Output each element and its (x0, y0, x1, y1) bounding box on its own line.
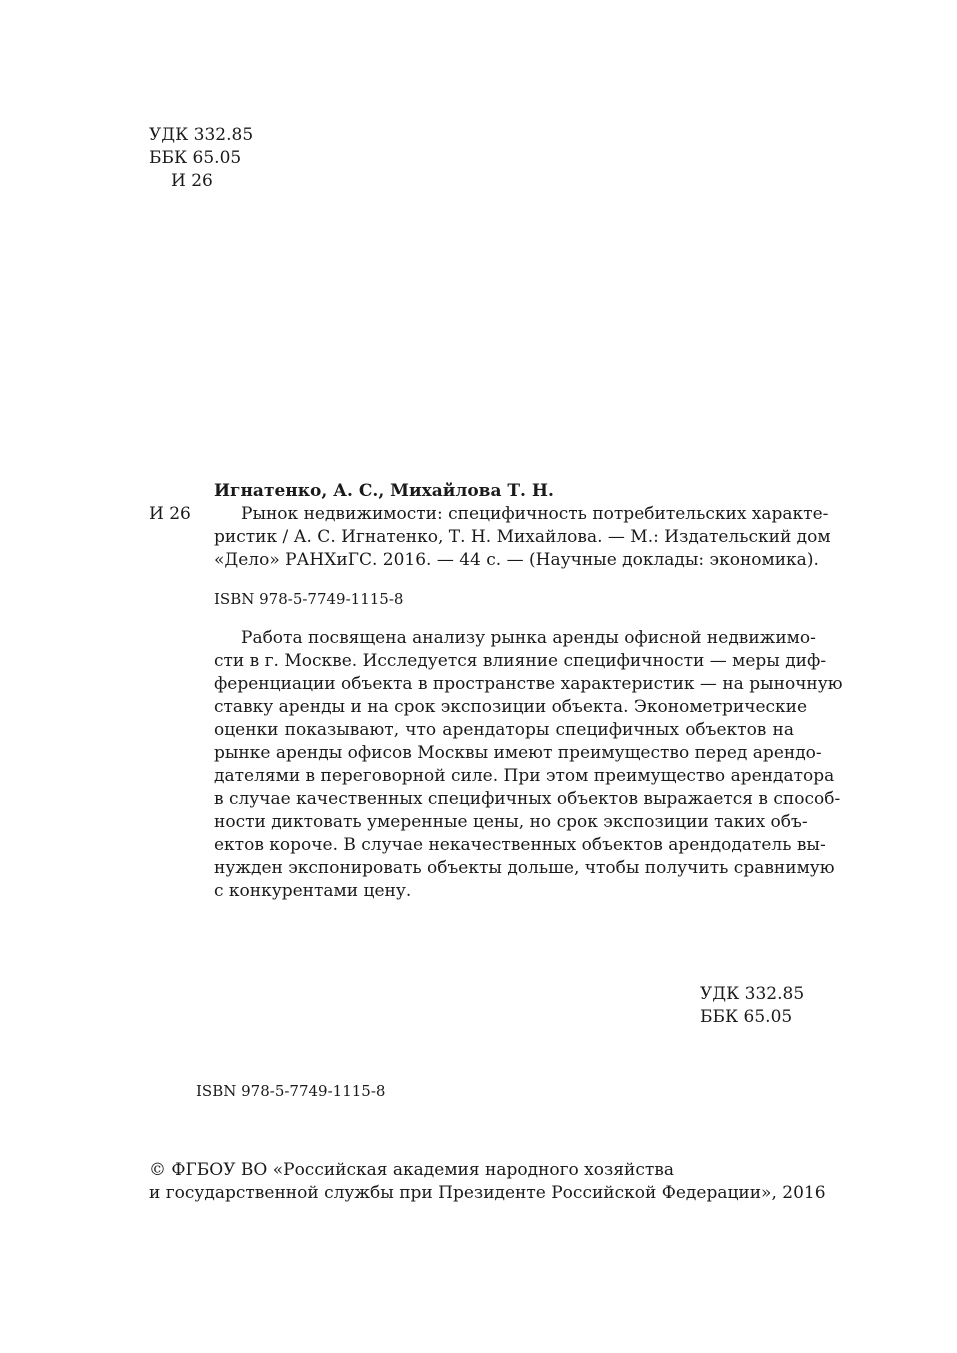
description-line: «Дело» РАНХиГС. 2016. — 44 с. — (Научные доклады: экономика). (214, 550, 819, 570)
record-cipher: И 26 (149, 504, 191, 524)
record-authors: Игнатенко, А. С., Михайлова Т. Н. (214, 481, 554, 501)
classification-block-top (149, 124, 253, 193)
description-line: ристик / А. С. Игнатенко, Т. Н. Михайлова. — М.: Издательский дом (214, 527, 831, 547)
abstract-line: Работа посвящена анализу рынка аренды офисной недвижимо- (241, 628, 816, 648)
abstract-line: ференциации объекта в пространстве характеристик — на рыночную (214, 674, 843, 694)
abstract-line: дателями в переговорной силе. При этом преимущество арендатора (214, 766, 835, 786)
abstract-line: ности диктовать умеренные цены, но срок экспозиции таких объ- (214, 812, 808, 832)
abstract-line: ектов короче. В случае некачественных объектов арендодатель вы- (214, 835, 826, 855)
bibliographic-description (214, 503, 831, 572)
abstract-line: рынке аренды офисов Москвы имеют преимущество перед арендо- (214, 743, 822, 763)
abstract-line: сти в г. Москве. Исследуется влияние специфичности — меры диф- (214, 651, 827, 671)
abstract-line: оценки показывают, что арендаторы специфичных объектов на (214, 720, 794, 740)
abstract-line: ставку аренды и на срок экспозиции объекта. Эконометрические (214, 697, 808, 717)
copyright-notice (149, 1159, 826, 1205)
abstract-line: нужден экспонировать объекты дольше, чтобы получить сравнимую (214, 858, 835, 878)
bbk-code: ББК 65.05 (149, 148, 242, 168)
udk-code: УДК 332.85 (149, 125, 254, 145)
copyright-line: и государственной службы при Президенте Российской Федерации», 2016 (149, 1183, 826, 1203)
isbn: ISBN 978-5-7749-1115-8 (196, 1082, 386, 1100)
copyright-line: © ФГБОУ ВО «Российская академия народного хозяйства (149, 1160, 674, 1180)
abstract-line: с конкурентами цену. (214, 881, 412, 901)
bbk-code: ББК 65.05 (700, 1007, 793, 1027)
abstract-line: в случае качественных специфичных объектов выражается в способ- (214, 789, 841, 809)
author-cipher: И 26 (171, 171, 213, 191)
classification-block-bottom (700, 983, 804, 1029)
udk-code: УДК 332.85 (700, 984, 805, 1004)
description-line: Рынок недвижимости: специфичность потребительских характе- (241, 504, 829, 524)
record-isbn: ISBN 978-5-7749-1115-8 (214, 590, 404, 608)
abstract (214, 627, 843, 903)
